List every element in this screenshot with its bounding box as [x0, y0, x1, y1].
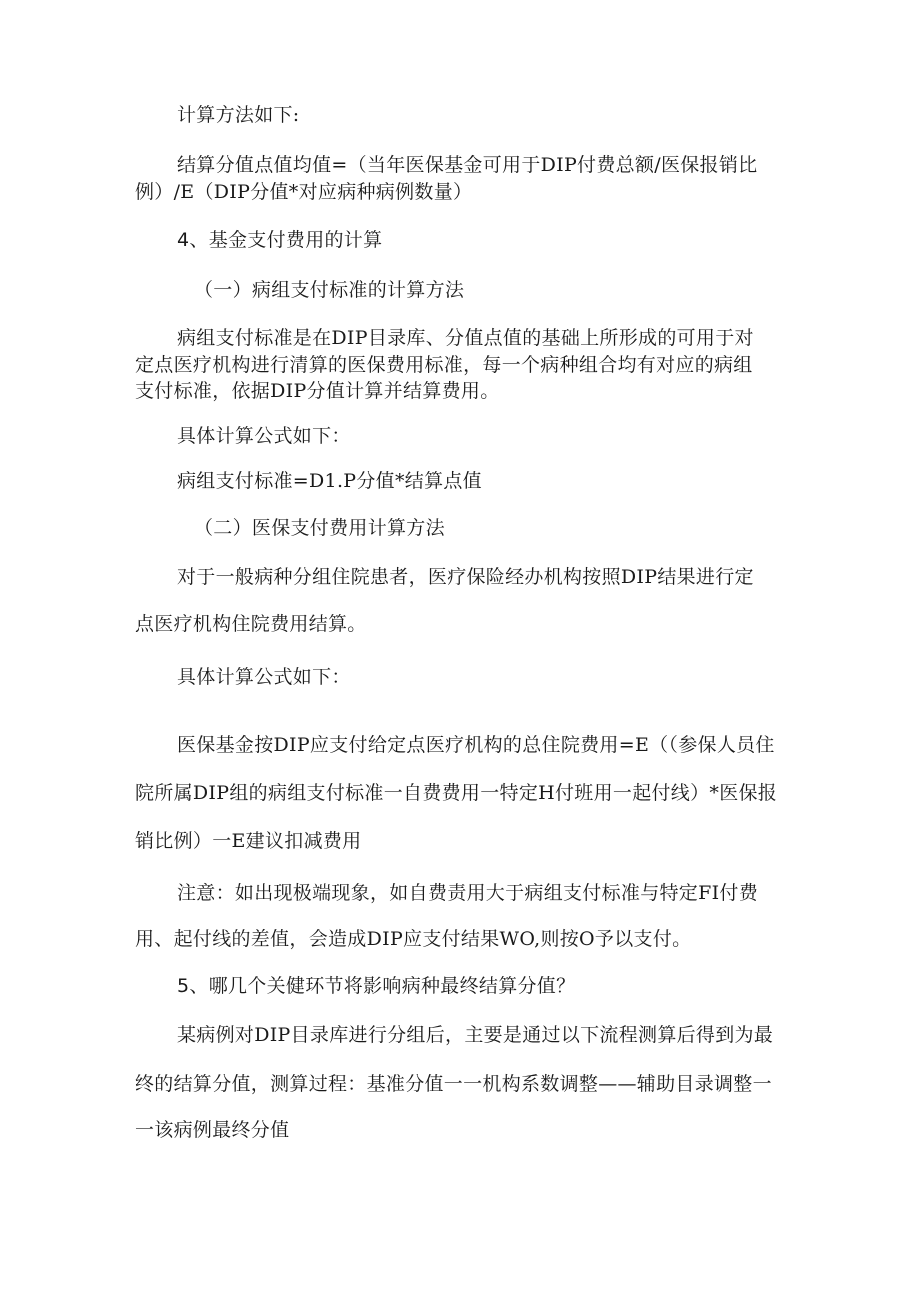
formula-settlement-avg-line1: 结算分值点值均值=（当年医保基金可用于DIP付费总额/医保报销比 — [177, 154, 758, 176]
formula-settlement-avg-line2: 例）/E（DIP分值*对应病种病例数量） — [135, 181, 473, 203]
formula-fund-payment-line2: 院所属DIP组的病组支付标准一自费费用一特定H付班用一起付线）*医保报 — [135, 782, 778, 804]
paragraph-group-standard-line2: 定点医疗机构进行清算的医保费用标准，每一个病种组合均有对应的病组 — [135, 354, 753, 376]
section-heading-4: 4、基金支付费用的计算 — [177, 229, 383, 251]
subheading-1: （一）病组支付标准的计算方法 — [194, 279, 465, 301]
subheading-2: （二）医保支付费用计算方法 — [194, 517, 445, 539]
paragraph-note-line2: 用、起付线的差值，会造成DIP应支付结果WO,则按O予以支付。 — [135, 928, 692, 950]
paragraph-method-intro: 计算方法如下: — [177, 104, 300, 126]
paragraph-key-steps-line2: 终的结算分值，测算过程：基准分值一一机构系数调整——辅助目录调整一 — [135, 1073, 772, 1095]
paragraph-group-standard-line1: 病组支付标准是在DIP目录库、分值点值的基础上所形成的可用于对 — [177, 327, 754, 349]
paragraph-group-standard-line3: 支付标准，依据DIP分值计算并结算费用。 — [135, 380, 500, 402]
paragraph-formula-intro-2: 具体计算公式如下： — [177, 666, 351, 688]
formula-fund-payment-line3: 销比例）一E建议扣减费用 — [135, 830, 362, 852]
paragraph-key-steps-line3: 一该病例最终分值 — [135, 1119, 290, 1141]
paragraph-general-patients-line1: 对于一般病种分组住院患者，医疗保险经办机构按照DIP结果进行定 — [177, 566, 754, 588]
paragraph-formula-intro-1: 具体计算公式如下： — [177, 425, 351, 447]
paragraph-general-patients-line2: 点医疗机构住院费用结算。 — [135, 613, 367, 635]
section-heading-5: 5、哪几个关健环节将影响病种最终结算分值？ — [177, 975, 576, 997]
formula-fund-payment-line1: 医保基金按DIP应支付给定点医疗机构的总住院费用=E（（参保人员住 — [177, 734, 775, 756]
paragraph-note-line1: 注意：如出现极端现象，如自费责用大于病组支付标准与特定FI付费 — [177, 882, 758, 904]
formula-group-standard: 病组支付标准=D1.P分值*结算点值 — [177, 470, 482, 492]
paragraph-key-steps-line1: 某病例对DIP目录库进行分组后，主要是通过以下流程测算后得到为最 — [177, 1024, 774, 1046]
